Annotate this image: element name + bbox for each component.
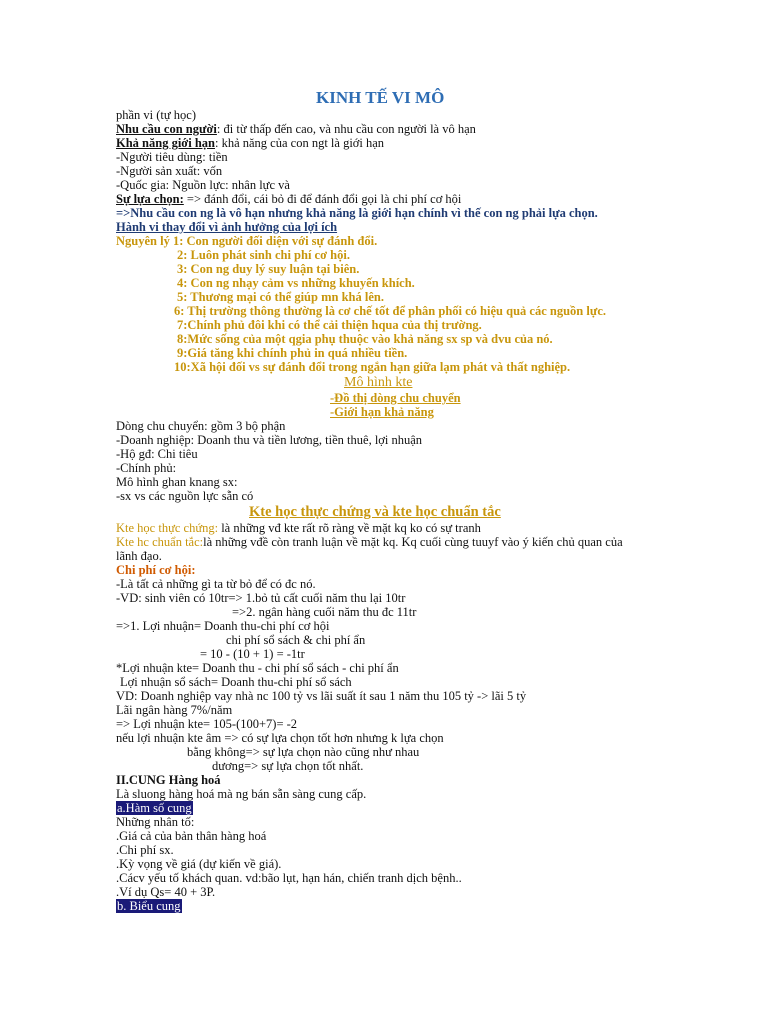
line-ho-gd: -Hộ gđ: Chi tiêu (116, 447, 198, 461)
term-kha-nang: Khả năng giới hạn (116, 136, 215, 150)
principle-8: 8:Mức sống của một qgia phụ thuộc vào khả năng sx sp và dvu của nó. (177, 332, 553, 346)
principle-9: 9:Giá tăng khi chính phủ in quá nhiều tiền. (177, 346, 408, 360)
line-sluong: Là sluong hàng hoá mà ng bán sẵn sàng cung cấp. (116, 787, 367, 801)
cp-line-8: Lợi nhuận sổ sách= Doanh thu-chi phí sổ sách (120, 675, 352, 689)
line-doanh-nghiep: -Doanh nghiệp: Doanh thu và tiền lương, tiền thuê, lợi nhuận (116, 433, 423, 447)
cp-line-9: VD: Doanh nghiệp vay nhà nc 100 tỷ vs lãi suất ít sau 1 năm thu 105 tỷ -> lãi 5 tỷ (116, 689, 527, 703)
cung-line-1: Những nhân tố: (116, 815, 195, 829)
cp-line-6: = 10 - (10 + 1) = -1tr (200, 647, 305, 661)
cp-line-14: dương=> sự lựa chọn tốt nhất. (212, 759, 364, 773)
heading-chi-phi: Chi phí cơ hội: (116, 563, 196, 577)
line-quoc-gia: -Quốc gia: Nguồn lực: nhân lực và (116, 178, 290, 192)
cp-line-7: *Lợi nhuận kte= Doanh thu - chi phí sổ sách - chi phí ẩn (116, 661, 399, 675)
line-conclusion: =>Nhu cầu con ng là vô hạn nhưng khả năng là giới hạn chính vì thế con ng phải lựa chọn. (116, 206, 598, 220)
cp-line-5: chi phí sổ sách & chi phí ẩn (226, 633, 366, 647)
cp-line-4: =>1. Lợi nhuận= Doanh thu-chi phí cơ hội (116, 619, 330, 633)
heading-mo-hinh: Mô hình kte (344, 375, 413, 390)
cung-line-4: .Kỳ vọng về giá (dự kiến về giá). (116, 857, 282, 871)
line-chuan-tac (116, 535, 646, 563)
principle-7: 7:Chính phủ đôi khi có thể cải thiện hqua của thị trường. (177, 318, 482, 332)
principle-5: 5: Thương mại có thể giúp mn khá lên. (177, 290, 384, 304)
term-thuc-chung: Kte học thực chứng: (116, 521, 219, 535)
text-thuc-chung: là những vđ kte rất rõ ràng về mặt kq ko có sự tranh (218, 521, 481, 535)
line-su-lua-chon (116, 192, 461, 206)
term-su-lua-chon: Sự lựa chọn: (116, 192, 184, 206)
term-nhu-cau: Nhu cầu con người (116, 122, 217, 136)
cp-line-2: -VD: sinh viên có 10tr=> 1.bỏ tủ cất cuối năm thu lại 10tr (116, 591, 406, 605)
heading-cung: II.CUNG Hàng hoá (116, 773, 221, 787)
heading-kte-hoc: Kte học thực chứng và kte học chuẩn tắc (249, 504, 501, 520)
line-thuc-chung (116, 521, 481, 535)
cp-line-10: Lãi ngân hàng 7%/năm (116, 703, 233, 717)
heading-gioi-han: -Giới hạn khả năng (330, 405, 434, 419)
cung-line-3: .Chi phí sx. (116, 843, 174, 857)
text-nhu-cau: : đi từ thấp đến cao, và nhu cầu con người là vô hạn (216, 122, 476, 136)
principle-10: 10:Xã hội đối vs sự đánh đổi trong ngắn hạn giữa lạm phát và thất nghiệp. (174, 360, 571, 374)
text-kha-nang: : khả năng của con ngt là giới hạn (214, 136, 385, 150)
doc-title: KINH TẾ VI MÔ (316, 88, 445, 107)
text-su-lua-chon: => đánh đổi, cái bỏ đi để đánh đổi gọi là chi phí cơ hội (183, 192, 462, 206)
line-dong-chu-chuyen: Dòng chu chuyển: gồm 3 bộ phận (116, 419, 286, 433)
line-mo-hinh-ghan: Mô hình ghan knang sx: (116, 475, 238, 489)
cung-line-6: .Ví dụ Qs= 40 + 3P. (116, 885, 216, 899)
term-chuan-tac: Kte hc chuẩn tắc: (116, 535, 204, 549)
cung-line-2: .Giá cả của bản thân hàng hoá (116, 829, 267, 843)
line-nguoi-tieu-dung: -Người tiêu dùng: tiền (116, 150, 228, 164)
principle-3: 3: Con ng duy lý suy luận tại biên. (177, 262, 360, 276)
line-chinh-phu: -Chính phủ: (116, 461, 177, 475)
principle-4: 4: Con ng nhạy cảm vs những khuyến khích. (177, 276, 415, 290)
text-chuan-tac: là những vđề còn tranh luận về mặt kq. Kq cuối cùng tuuyf vào ý kiến chủ quan của lãnh đạo. (116, 535, 623, 563)
cp-line-1: -Là tất cả những gì ta từ bỏ để có đc nó. (116, 577, 316, 591)
cung-line-5: .Cácv yếu tố khách quan. vd:bão lụt, hạn hán, chiến tranh dịch bệnh.. (116, 871, 462, 885)
heading-do-thi: -Đồ thị dòng chu chuyển (330, 391, 461, 405)
line-sx-vs: -sx vs các nguồn lực sẵn có (116, 489, 254, 503)
line-nhu-cau (116, 122, 476, 136)
line-kha-nang (116, 136, 384, 150)
line-bieu-cung (116, 899, 182, 913)
principle-6: 6: Thị trường thông thường là cơ chế tốt để phân phối có hiệu quả các nguồn lực. (174, 304, 606, 318)
line-ham-so-cung (116, 801, 193, 815)
cp-line-3: =>2. ngân hàng cuối năm thu đc 11tr (232, 605, 417, 619)
line-phan-vi: phần vi (tự học) (116, 108, 197, 122)
cp-line-13: bằng không=> sự lựa chọn nào cũng như nhau (187, 745, 420, 759)
cp-line-12: nếu lợi nhuận kte âm => có sự lựa chọn tốt hơn nhưng k lựa chọn (116, 731, 444, 745)
highlight-bieu-cung: b. Biểu cung (117, 899, 181, 913)
line-hanh-vi: Hành vi thay đổi vì ảnh hưởng của lợi ích (116, 220, 338, 234)
cp-line-11: => Lợi nhuận kte= 105-(100+7)= -2 (116, 717, 298, 731)
principle-2: 2: Luôn phát sinh chi phí cơ hội. (177, 248, 350, 262)
line-nguoi-san-xuat: -Người sản xuất: vốn (116, 164, 223, 178)
highlight-ham-so-cung: a.Hàm số cung (117, 801, 192, 815)
principle-1: Nguyên lý 1: Con người đối diện với sự đánh đổi. (116, 234, 378, 248)
